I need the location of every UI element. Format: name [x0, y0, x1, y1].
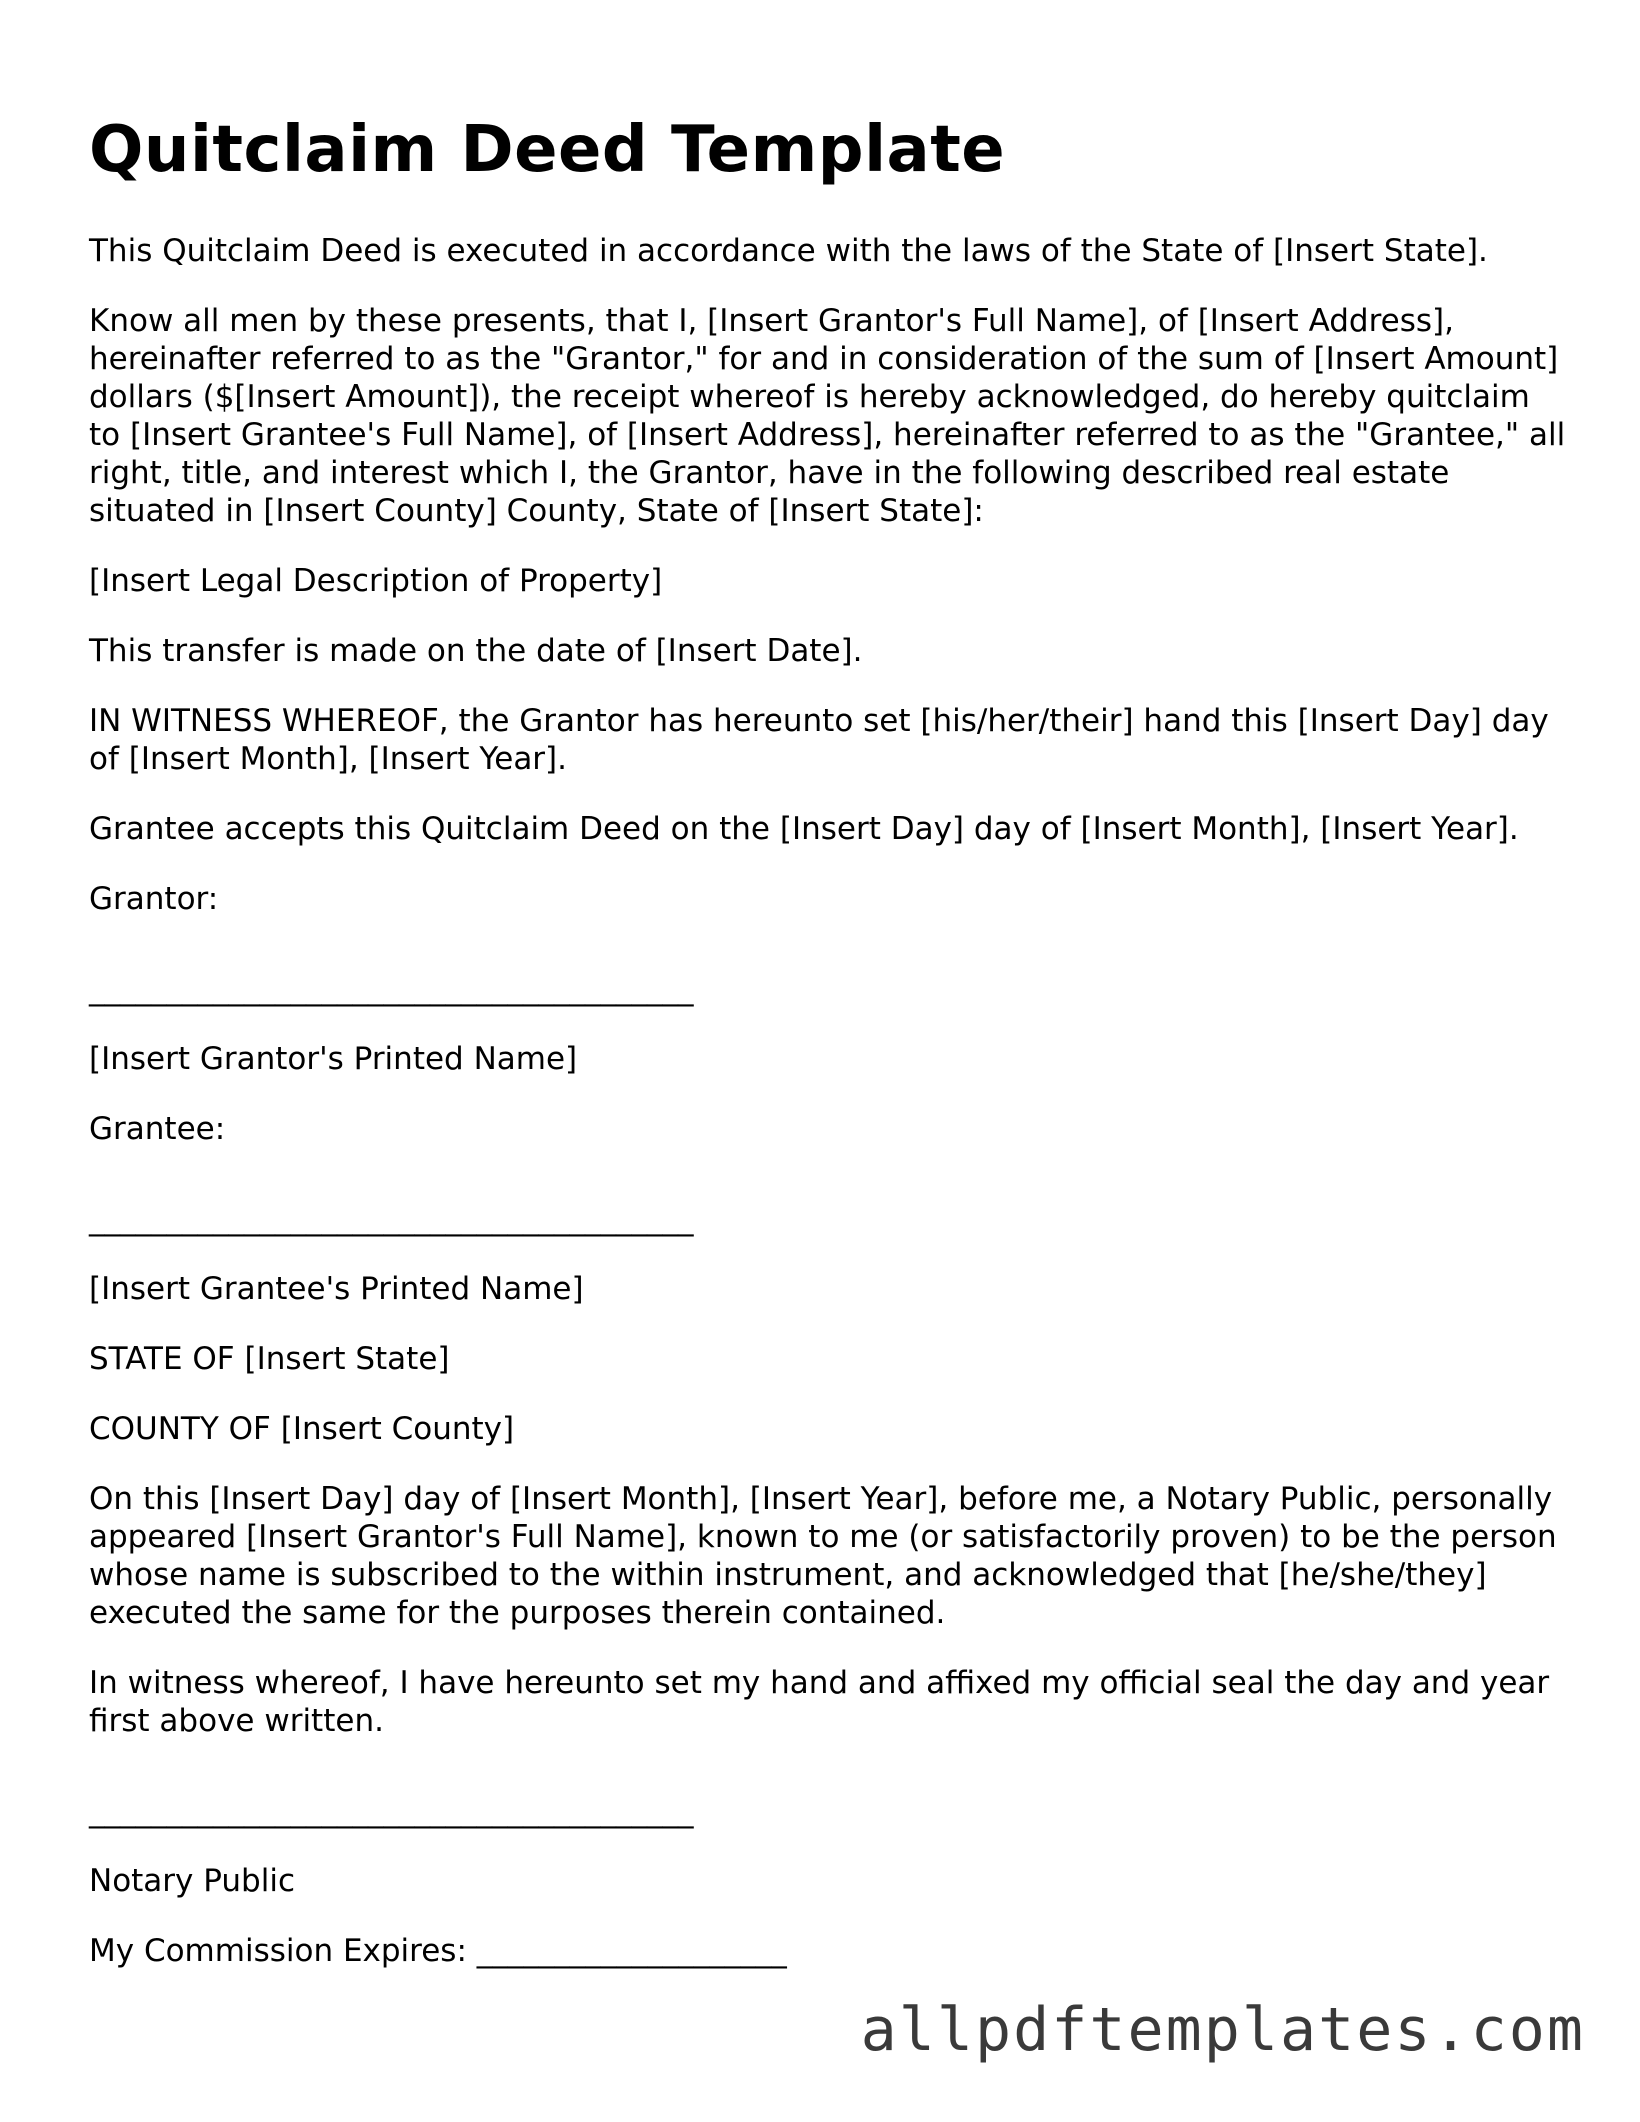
document-title: Quitclaim Deed Template: [89, 113, 1006, 187]
document-page: [89, 112, 1576, 2002]
grantor-printed-name: [Insert Grantor's Printed Name]: [89, 1041, 578, 1077]
intro-paragraph: This Quitclaim Deed is executed in accordance with the laws of the State of [Insert State].: [89, 233, 1488, 269]
grantor-label: Grantor:: [89, 881, 219, 917]
acceptance-paragraph: Grantee accepts this Quitclaim Deed on the [Insert Day] day of [Insert Month], [Insert Year].: [89, 811, 1519, 847]
transfer-date-paragraph: This transfer is made on the date of [Insert Date].: [89, 633, 863, 669]
grantee-signature-line: _______________________________________: [89, 1201, 694, 1237]
footer-watermark: allpdftemplates.com: [860, 1995, 1585, 2065]
grantee-printed-name: [Insert Grantee's Printed Name]: [89, 1271, 584, 1307]
notary-seal-statement: In witness whereof, I have hereunto set my hand and affixed my official seal the day and year first above written.: [89, 1665, 1560, 1739]
notary-county: COUNTY OF [Insert County]: [89, 1411, 515, 1447]
notary-public-label: Notary Public: [89, 1863, 295, 1899]
notary-state: STATE OF [Insert State]: [89, 1341, 450, 1377]
notary-acknowledgment: On this [Insert Day] day of [Insert Month], [Insert Year], before me, a Notary Public, personally appeared [Insert Grantor's Full Name], known to me (or satisfactorily proven) to be the person whose name is subscribed to the within instrument, and acknowledged that [he/she/they] executed the same for the purposes therein contained.: [89, 1481, 1567, 1631]
grantor-signature-line: _______________________________________: [89, 971, 694, 1007]
notary-signature-line: _______________________________________: [89, 1793, 694, 1829]
witness-paragraph: IN WITNESS WHEREOF, the Grantor has hereunto set [his/her/their] hand this [Insert Day] day of [Insert Month], [Insert Year].: [89, 703, 1559, 777]
commission-expires: My Commission Expires: ____________________: [89, 1933, 787, 1969]
legal-description: [Insert Legal Description of Property]: [89, 563, 663, 599]
grantee-label: Grantee:: [89, 1111, 226, 1147]
grant-paragraph: Know all men by these presents, that I, [Insert Grantor's Full Name], of [Insert Address], hereinafter referred to as the "Grantor," for and in consideration of the sum of [Insert Amount] dollars ($[Insert Amount]), the receipt whereof is hereby acknowledged, do hereby quitclaim to [Insert Grantee's Full Name], of [Insert Address], hereinafter referred to as the "Grantee," all right, title, and interest which I, the Grantor, have in the following described real estate situated in [Insert County] County, State of [Insert State]:: [89, 303, 1576, 529]
